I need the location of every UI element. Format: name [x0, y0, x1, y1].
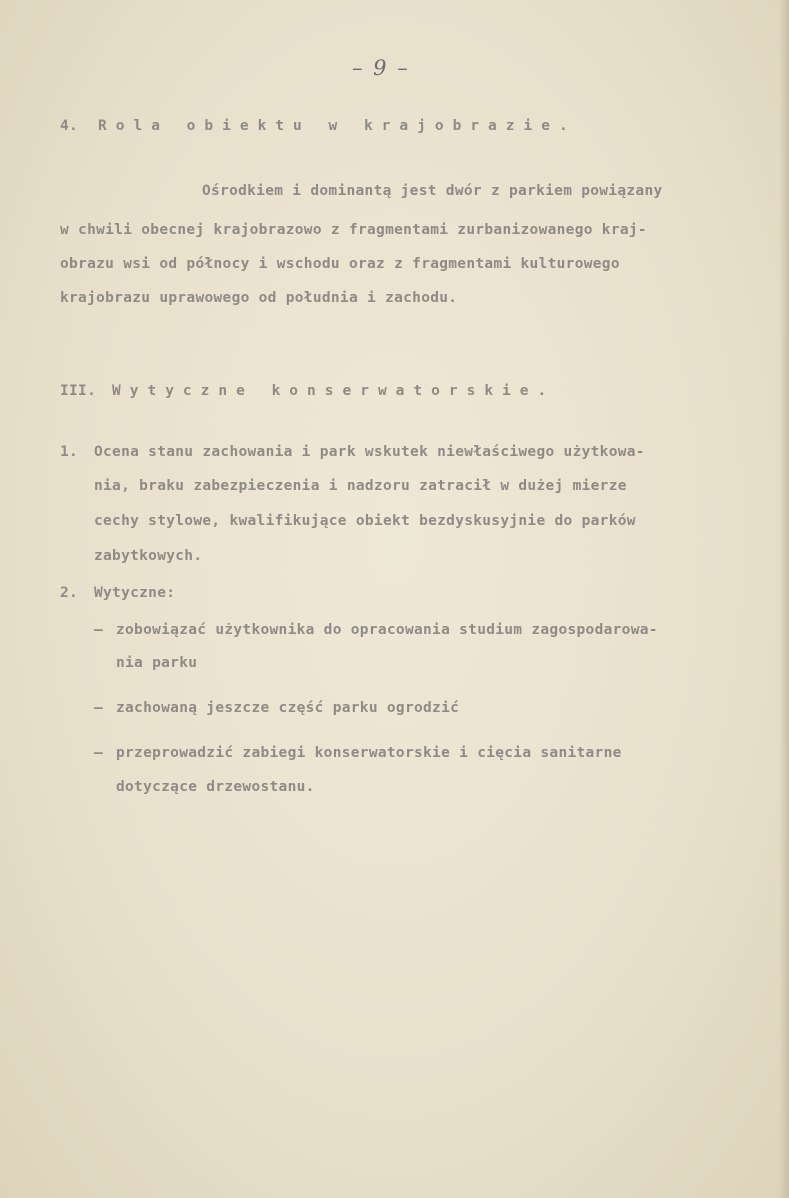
section3-number: III.: [60, 383, 97, 399]
section4-paragraph-line: krajobrazu uprawowego od południa i zachodu.: [60, 290, 458, 306]
bullet-marker: –: [94, 745, 104, 761]
section4-paragraph-line: obrazu wsi od północy i wschodu oraz z fragmentami kulturowego: [60, 256, 620, 272]
item1-line: zabytkowych.: [94, 548, 203, 564]
item1-number: 1.: [60, 444, 79, 460]
section4-paragraph-line: w chwili obecnej krajobrazowo z fragmentami zurbanizowanego kraj-: [60, 222, 647, 238]
bullet-line: dotyczące drzewostanu.: [116, 779, 315, 795]
bullet-line: nia parku: [116, 655, 198, 671]
item1-line: Ocena stanu zachowania i park wskutek niewłaściwego użytkowa-: [94, 444, 645, 460]
section3-heading: Wytyczne konserwatorskie.: [112, 383, 556, 399]
section4-number: 4.: [60, 118, 79, 134]
item1-line: cechy stylowe, kwalifikujące obiekt bezdyskusyjnie do parków: [94, 513, 636, 529]
item2-label: Wytyczne:: [94, 585, 176, 601]
item1-line: nia, braku zabezpieczenia i nadzoru zatracił w dużej mierze: [94, 478, 627, 494]
page-number: – 9 –: [352, 56, 410, 80]
bullet-line: zobowiązać użytkownika do opracowania studium zagospodarowa-: [116, 622, 658, 638]
bullet-marker: –: [94, 622, 104, 638]
item2-number: 2.: [60, 585, 79, 601]
bullet-line: przeprowadzić zabiegi konserwatorskie i cięcia sanitarne: [116, 745, 622, 761]
section4-paragraph-line: Ośrodkiem i dominantą jest dwór z parkiem powiązany: [202, 183, 663, 199]
bullet-line: zachowaną jeszcze część parku ogrodzić: [116, 700, 460, 716]
bullet-marker: –: [94, 700, 104, 716]
page-edge-shadow: [779, 0, 789, 1198]
section4-heading: Rola obiektu w krajobrazie.: [98, 118, 577, 134]
